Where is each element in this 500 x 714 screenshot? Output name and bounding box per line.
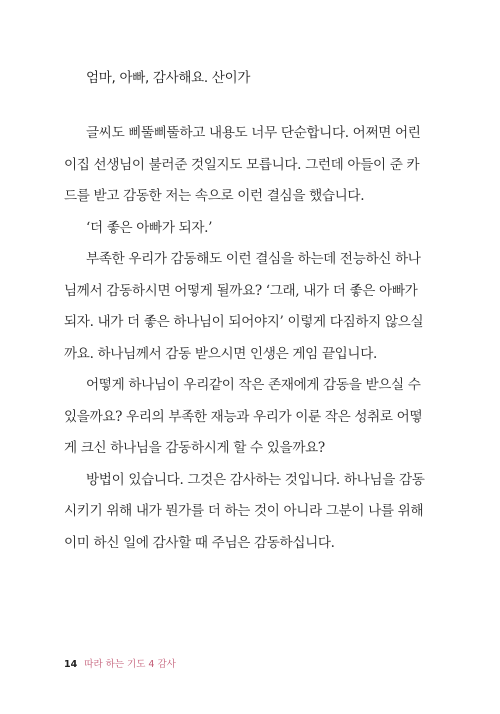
text-line: 있을까요? 우리의 부족한 재능과 우리가 이룬 작은 성취로 어떻	[64, 408, 423, 425]
body-text	[64, 118, 440, 559]
paragraph	[64, 213, 440, 245]
paragraph	[64, 244, 440, 370]
paragraph	[64, 118, 440, 213]
text-line: 님께서 감동하시면 어떻게 될까요? ‘그래, 내가 더 좋은 아빠가	[64, 282, 418, 299]
text-line: 시키기 위해 내가 뭔가를 더 하는 것이 아니라 그분이 나를 위해	[64, 503, 424, 519]
text-line: 어떻게 하나님이 우리같이 작은 존재에게 감동을 받으실 수	[86, 377, 421, 393]
text-line: 이미 하신 일에 감사할 때 주님은 감동하십니다.	[64, 534, 335, 551]
text-line: 방법이 있습니다. 그것은 감사하는 것입니다. 하나님을 감동	[86, 471, 425, 488]
text-line: 되자. 내가 더 좋은 하나님이 되어야지’ 이렇게 다짐하지 않으실	[64, 314, 424, 330]
page-number: 14	[64, 659, 78, 670]
text-line: 드를 받고 감동한 저는 속으로 이런 결심을 했습니다.	[64, 188, 365, 204]
card-message-quote: 엄마, 아빠, 감사해요. 산이가	[86, 70, 251, 86]
page-footer	[64, 656, 176, 670]
text-line: ‘더 좋은 아빠가 되자.’	[86, 219, 213, 236]
book-title: 따라 하는 기도 4 감사	[84, 659, 176, 670]
paragraph	[64, 465, 440, 560]
text-line: 글씨도 삐뚤삐뚤하고 내용도 너무 단순합니다. 어쩌면 어린	[86, 125, 421, 141]
text-line: 까요. 하나님께서 감동 받으시면 인생은 게임 끝입니다.	[64, 345, 377, 362]
text-line: 부족한 우리가 감동해도 이런 결심을 하는데 전능하신 하나	[86, 251, 421, 267]
text-line: 이집 선생님이 불러준 것일지도 모릅니다. 그런데 아들이 준 카	[64, 156, 420, 173]
paragraph	[64, 370, 440, 465]
text-line: 게 크신 하나님을 감동하시게 할 수 있을까요?	[64, 440, 325, 456]
